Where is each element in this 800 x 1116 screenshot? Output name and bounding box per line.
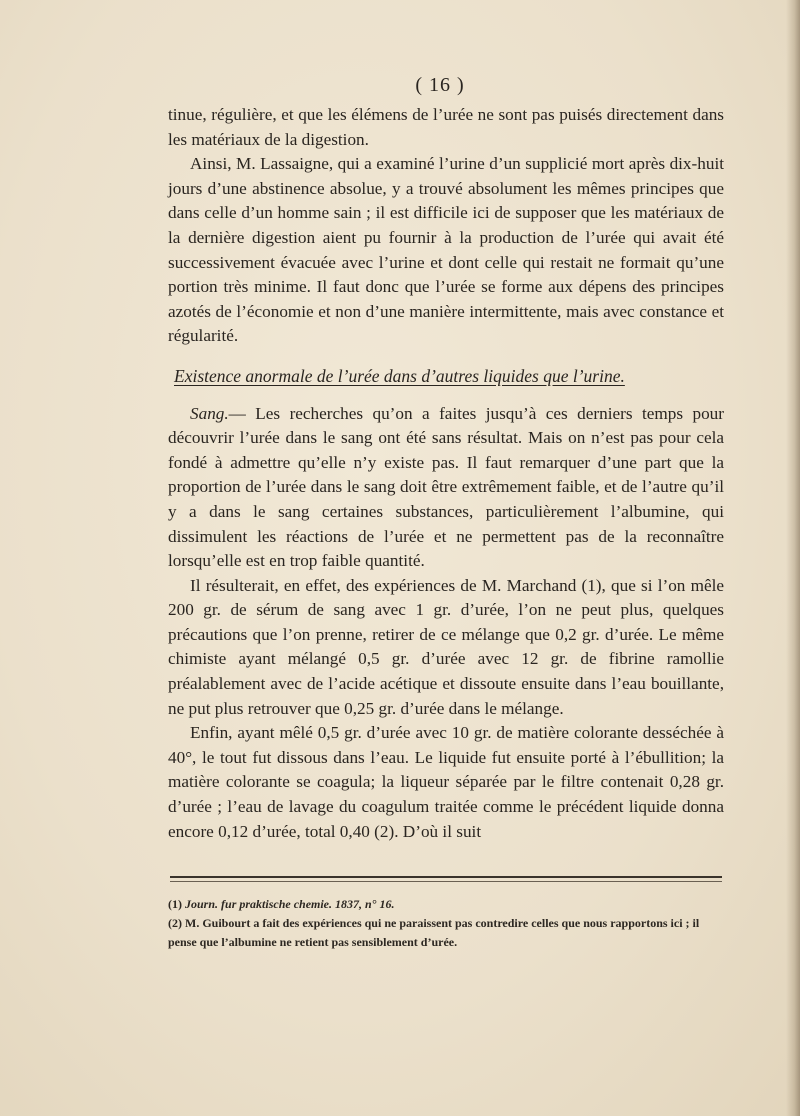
paragraph	[168, 402, 724, 574]
paragraph: Enfin, ayant mêlé 0,5 gr. d’urée avec 10 gr. de matière colorante desséchée à 40°, le tout fut dissous dans l’eau. Le liquide fut ensuite porté à l’ébullition; la matière colorante se coagula; la liqueur séparée par le filtre contenait 0,28 gr. d’urée ; l’eau de lavage du coagulum traitée comme le précédent liquide donna encore 0,12 d’urée, total 0,40 (2). D’où il suit	[168, 723, 724, 841]
footnote-rule-thin	[170, 881, 722, 882]
paragraph: Ainsi, M. Lassaigne, qui a examiné l’urine d’un supplicié mort après dix-huit jours d’une abstinence absolue, y a trouvé absolument les mêmes principes que dans celle d’un homme sain ; il est difficile ici de supposer que les matériaux de la dernière digestion aient pu fournir à la production de l’urée qui avait été successivement évacuée avec l’urine et dont celle qui restait ne formait qu’une portion très minime. Il faut donc que l’urée se forme aux dépens des principes azotés de l’économie et non d’une manière intermittente, mais avec constance et régularité.	[168, 154, 724, 346]
paragraph: tinue, régulière, et que les élémens de l’urée ne sont pas puisés directement dans les matériaux de la digestion.	[168, 105, 724, 149]
main-text	[168, 103, 724, 844]
paragraph-text: — Les recherches qu’on a faites jusqu’à ces derniers temps pour découvrir l’urée dans le sang ont été sans résultat. Mais on n’est pas pour cela fondé à admettre qu’elle n’y existe pas. Il faut remarquer d’une part que la proportion de l’urée dans le sang doit être extrêmement faible, et de l’autre qu’il y a dans le sang certaines substances, particulièrement l’albumine, qui dissimulent les réactions de l’urée et ne permettent pas de la reconnaître lorsqu’elle est en trop faible quantité.	[168, 403, 724, 571]
footnote-1	[168, 895, 724, 914]
paragraph: Il résulterait, en effet, des expériences de M. Marchand (1), que si l’on mêle 200 gr. de sérum de sang avec 1 gr. d’urée, l’on ne peut plus, quelques précautions que l’on prenne, retirer de ce mélange que 0,2 gr. d’urée. Le même chimiste ayant mélangé 0,5 gr. d’urée avec 12 gr. de fibrine ramollie préalablement avec de l’acide acétique et dissoute ensuite dans l’eau bouillante, ne put plus retrouver que 0,25 gr. d’urée dans le mélange.	[168, 575, 724, 718]
page-number: ( 16 )	[415, 74, 465, 96]
paragraph-lead-word: Sang.	[190, 403, 229, 423]
footnotes	[168, 895, 724, 952]
section-heading-text: Existence anormale de l’urée dans d’autres liquides que l’urine.	[174, 365, 625, 386]
footnote-rule	[170, 876, 722, 878]
section-heading	[168, 364, 724, 389]
footnote-1-text: Journ. fur praktische chemie. 1837, n° 16.	[185, 897, 395, 911]
page-edge-shadow	[786, 0, 800, 1116]
footnote-2: (2) M. Guibourt a fait des expériences qui ne paraissent pas contredire celles que nous rapportons ici ; il pense que l’albumine ne retient pas sensiblement d’urée.	[168, 916, 700, 949]
footnote-1-mark: (1)	[168, 897, 182, 911]
